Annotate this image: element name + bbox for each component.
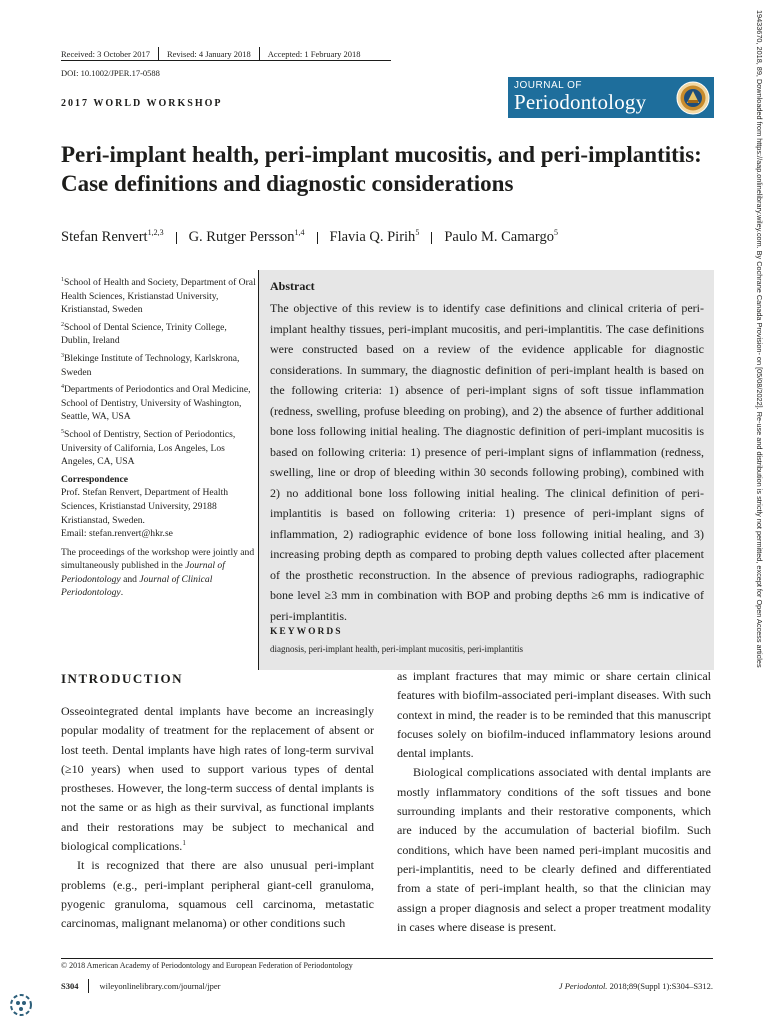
body-column-left	[61, 702, 374, 934]
journal-url[interactable]: wileyonlinelibrary.com/journal/jper	[99, 981, 221, 991]
proceedings-note: The proceedings of the workshop were jointly and simultaneously published in the Journal of Periodontology and Journal of Clinical Periodontology.	[61, 546, 255, 599]
paragraph: It is recognized that there are also unusual peri-implant problems (e.g., peri-implant peripheral giant-cell granuloma, pyogenic granuloma, squamous cell carcinoma, metastatic carcinomas, malignant melanoma) or other conditions such	[61, 858, 374, 931]
divider	[317, 232, 318, 244]
divider	[176, 232, 177, 244]
affiliation: $^5$School of Dentistry, Section of Periodontics, University of California, Los Angeles, Los Angeles, CA, USA	[61, 428, 236, 468]
affiliation: $^1$School of Health and Society, Department of Oral Health Sciences, Kristianstad University, Kristianstad, Sweden	[61, 276, 256, 316]
aap-seal-icon	[676, 81, 710, 115]
body-column-right	[397, 667, 711, 937]
doi[interactable]: DOI: 10.1002/JPER.17-0588	[61, 68, 160, 78]
page-number: S304	[61, 981, 79, 991]
introduction-heading: INTRODUCTION	[61, 671, 184, 686]
abstract-text: The objective of this review is to identify case definitions and clinical criteria of peri-implant healthy tissues, peri-implant mucositis, and peri-implantitis. The case definitions were constructed based on a review of the evidence applicable for diagnostic considerations. In summary, the diagnostic definition of peri-implant health is based on the following criteria: 1) absence of peri-implant signs of soft tissue inflammation (redness, swelling, profuse bleeding on probing), and 2) the absence of further additional bone loss following initial healing. The diagnostic definition of peri-implant mucositis is based on following criteria: 1) presence of peri-implant signs of inflammation (redness, swelling, line or drop of bleeding within 30 seconds following probing), combined with 2) no additional bone loss following initial healing. The clinical definition of peri-implantitis is based on following criteria: 1) presence of peri-implant signs of inflammation, 2) radiographic evidence of bone loss following initial healing, and 3) increasing probing depth as compared to probing depth values collected after placement of the prosthetic reconstruction. In the absence of previous radiographs, radiographic bone level ≥3 mm in combination with BOP and probing depths ≥6 mm is indicative of peri-implantitis.	[270, 301, 704, 623]
footer	[61, 979, 713, 993]
divider	[158, 47, 159, 61]
keywords-heading: KEYWORDS	[270, 627, 343, 637]
article-dates	[61, 47, 361, 61]
paragraph: Osseointegrated dental implants have become an increasingly popular modality of treatment for the replacement of absent or lost teeth. Dental implants have high rates of long-term survival (≥10 years) when used to support various types of dental prostheses. However, the long-term success of dental implants is not the same or as high as their survival, as functional implants and their restorations may be subject to mechanical and biological complications.$^1$	[61, 704, 374, 854]
author[interactable]: Paulo M. Camargo$^5$	[444, 228, 558, 245]
keywords-list: diagnosis, peri-implant health, peri-implant mucositis, peri-implantitis	[270, 644, 523, 654]
accepted-date: Accepted: 1 February 2018	[267, 49, 361, 59]
affiliation: $^4$Departments of Periodontics and Oral Medicine, School of Dentistry, University of Washington, Seattle, WA, USA	[61, 383, 251, 423]
correspondence-heading: Correspondence	[61, 473, 128, 485]
divider	[259, 47, 260, 61]
citation: J Periodontol. 2018;89(Suppl 1):S304–S312.	[558, 981, 713, 991]
affiliation: $^3$Blekinge Institute of Technology, Karlskrona, Sweden	[61, 352, 240, 378]
download-notice	[752, 10, 766, 970]
journal-logo-line2: Periodontology	[514, 90, 647, 114]
correspondence-address: Prof. Stefan Renvert, Department of Health Sciences, Kristianstad University, 29188 Kristianstad, Sweden.	[61, 487, 229, 526]
reference-link[interactable]: 1	[182, 839, 186, 848]
download-notice-text: 19433670, 2018, 89, Downloaded from https://aap.onlinelibrary.wiley.com. By Cochrane Canada Provision- on [05/08/2022]. Re-use and distribution is strictly not permitted, except for Open Access articles	[755, 10, 764, 668]
author[interactable]: Flavia Q. Pirih$^5$	[329, 228, 420, 245]
article-title: Peri-implant health, peri-implant mucositis, and peri-implantitis: Case definitions and diagnostic considerations	[61, 142, 702, 196]
journal-logo-line1: JOURNAL OF	[514, 80, 582, 91]
author[interactable]: Stefan Renvert$^{1,2,3}$	[61, 228, 164, 245]
abstract-heading: Abstract	[270, 279, 315, 293]
received-date: Received: 3 October 2017	[61, 49, 150, 59]
divider	[431, 232, 432, 244]
viewer-menu-icon[interactable]	[6, 990, 36, 1020]
divider	[88, 979, 89, 993]
affiliation: $^2$School of Dental Science, Trinity College, Dublin, Ireland	[61, 321, 227, 347]
header-rule	[61, 60, 391, 61]
copyright: © 2018 American Academy of Periodontology and European Federation of Periodontology	[61, 961, 353, 970]
author-list	[61, 229, 558, 246]
footer-rule	[61, 958, 713, 959]
paragraph: as implant fractures that may mimic or share certain clinical features with biofilm-associated peri-implant diseases. With such context in mind, the reader is to be reminded that this manuscript focuses solely on biofilm-induced inflammatory lesions around dental implants.	[397, 669, 711, 761]
affiliations	[61, 276, 257, 600]
revised-date: Revised: 4 January 2018	[166, 49, 251, 59]
paragraph: Biological complications associated with dental implants are mostly inflammatory conditions of the soft tissues and bone surrounding implants and their restorative components, which are induced by the accumulation of bacterial biofilm. Such conditions, which have been named peri-implant mucositis and peri-implantitis, need to be clearly defined and differentiated from a state of peri-implant health, so that the clinician may assign a proper diagnosis and select a proper treatment modality in cases where disease is present.	[397, 765, 711, 934]
correspondence-email[interactable]: Email: stefan.renvert@hkr.se	[61, 528, 173, 540]
journal-logo[interactable]	[508, 77, 714, 118]
section-label: 2017 WORLD WORKSHOP	[61, 98, 223, 109]
author[interactable]: G. Rutger Persson$^{1,4}$	[188, 228, 305, 245]
